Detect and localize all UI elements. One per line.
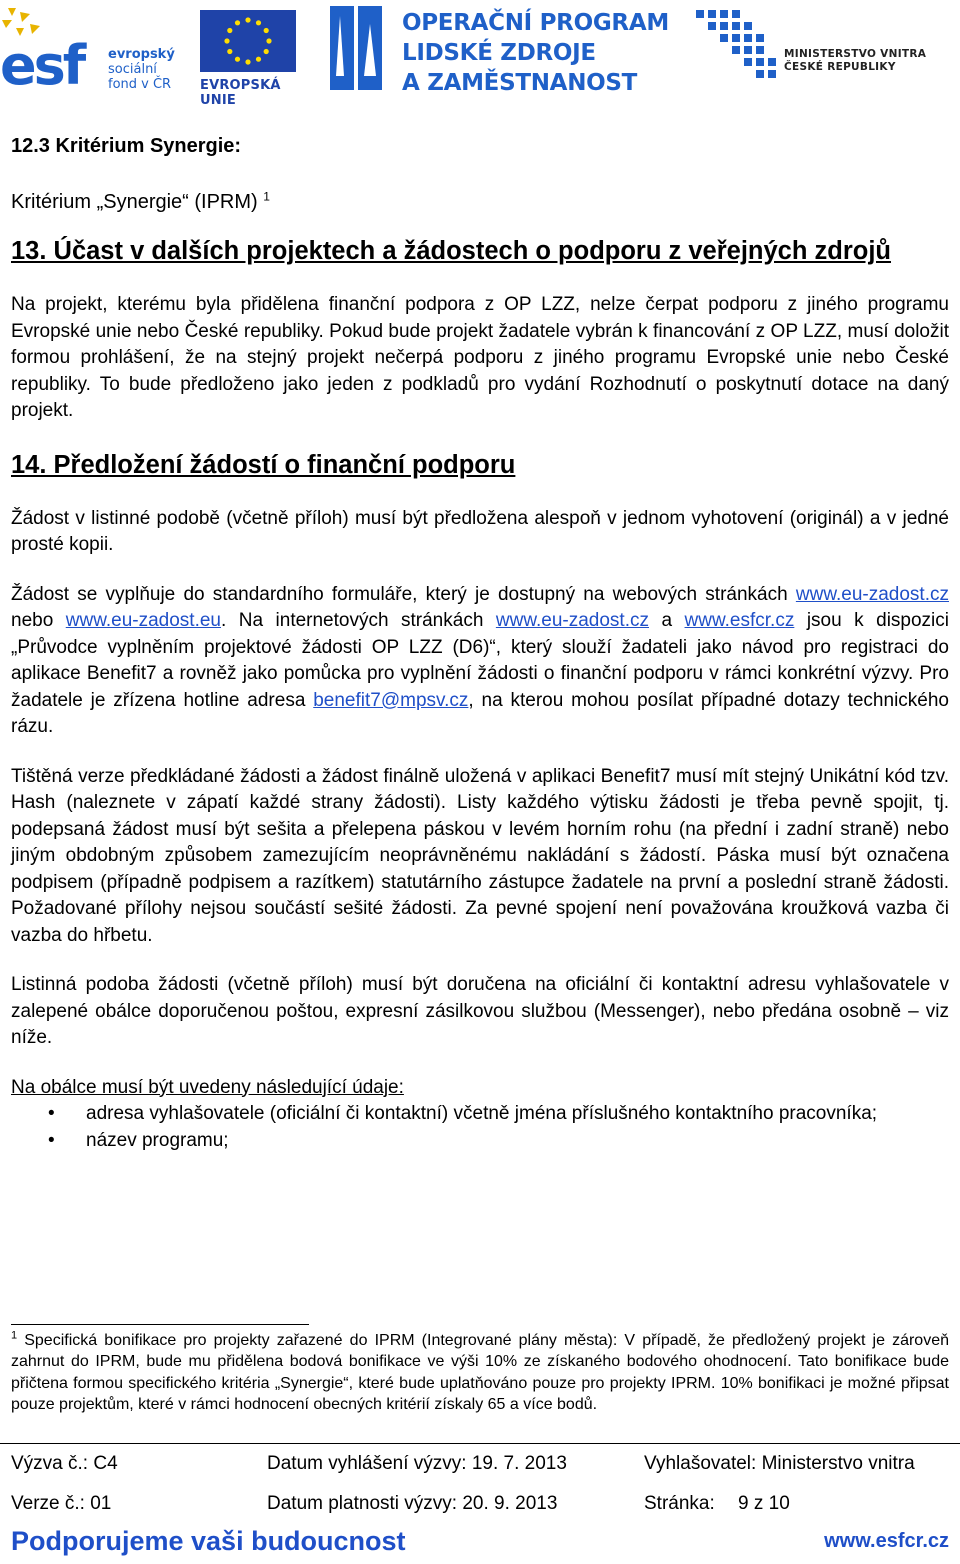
svg-text:fond v ČR: fond v ČR	[108, 77, 172, 92]
envelope-list	[11, 1101, 949, 1154]
footer-slogan-bar	[11, 1523, 949, 1559]
esf-logo-graphic	[0, 6, 190, 96]
footnote-divider	[11, 1324, 309, 1325]
op-title-line-3: A ZAMĚSTNANOST	[402, 70, 638, 96]
slogan: Podporujeme vaši budoucnost	[11, 1526, 406, 1556]
esfcr-link[interactable]: www.esfcr.cz	[684, 610, 795, 631]
call-number: Výzva č.: C4	[11, 1453, 118, 1474]
footnote-ref[interactable]: 1	[263, 189, 270, 204]
announcement-date: Datum vyhlášení výzvy: 19. 7. 2013	[267, 1453, 567, 1474]
page-label: Stránka:	[644, 1493, 715, 1514]
list-item: • název programu;	[11, 1128, 949, 1155]
footer-row-1	[11, 1450, 951, 1490]
section-14-heading: 14. Předložení žádostí o finanční podporu	[11, 450, 516, 479]
ministry-logo	[692, 6, 952, 96]
version-number: Verze č.: 01	[11, 1493, 112, 1514]
eu-zadost-cz-link-2[interactable]: www.eu-zadost.cz	[495, 610, 649, 631]
op-title-line-1: OPERAČNÍ PROGRAM	[402, 10, 669, 36]
section-14-paragraph-3: Tištěná verze předkládané žádosti a žádost finálně uložená v aplikaci Benefit7 musí mít stejný Unikátní kód tzv. Hash (naleznete v zápatí každé strany žádosti). Listy každého výtisku žádosti je třeba pevně spojit, tj. podepsaná žádost musí být sešita a přelepena páskou v levém horním rohu (na přední i zadní straně) nebo jiným obdobným způsobem zamezujícím neoprávněnému nakládání s žádostí. Páska musí být označena podpisem (případně podpisem a razítkem) statutárního zástupce žadatele na první a poslední straně žádosti. Požadované přílohy nejsou součástí sešité žádosti. Za pevné spojení není považována kroužková vazba či vazba do hřbetu.	[11, 765, 949, 946]
header-logos	[0, 0, 960, 108]
svg-text:evropský: evropský	[108, 47, 175, 62]
footer-divider	[0, 1443, 960, 1444]
eu-zadost-eu-link[interactable]: www.eu-zadost.eu	[65, 610, 221, 631]
bullet-icon: •	[48, 1129, 55, 1151]
section-13-paragraph: Na projekt, kterému byla přidělena finanční podpora z OP LZZ, nelze čerpat podporu z jiného programu Evropské unie nebo České republiky. Pokud bude projekt žadatele vybrán k financování z OP LZZ, musí doložit formou prohlášení, že na stejný projekt nečerpá podporu z jiného programu Evropské unie nebo České republiky. To bude předloženo jako jeden z podkladů pro vydání Rozhodnutí o poskytnutí dotace na daný projekt.	[11, 294, 949, 421]
eu-flag-icon	[200, 10, 296, 72]
esf-logo	[0, 6, 190, 96]
document-body	[11, 133, 949, 1154]
footer-website-link[interactable]: www.esfcr.cz	[824, 1530, 949, 1552]
section-14-paragraph-1: Žádost v listinné podobě (včetně příloh) musí být předložena alespoň v jednom vyhotovení (originál) a v jedné prosté kopii.	[11, 507, 949, 555]
svg-text:sociální: sociální	[108, 62, 157, 77]
envelope-heading: Na obálce musí být uvedeny následující údaje:	[11, 1076, 404, 1098]
ministry-emblem-icon	[692, 6, 782, 86]
eu-caption: EVROPSKÁ UNIE	[200, 78, 281, 108]
list-item: • adresa vyhlašovatele (oficiální či kontaktní) včetně jména příslušného kontaktního pracovníka;	[11, 1101, 949, 1128]
section-14-paragraph-4: Listinná podoba žádosti (včetně příloh) musí být doručena na oficiální či kontaktní adresu vyhlašovatele v zalepené obálce doporučenou poštou, expresní zásilkovou službou (Messenger), nebo předána osobně – viz níže.	[11, 974, 949, 1048]
eu-zadost-cz-link[interactable]: www.eu-zadost.cz	[795, 583, 949, 605]
ministry-name: MINISTERSTVO VNITRA ČESKÉ REPUBLIKY	[784, 48, 927, 73]
svg-text:esf: esf	[0, 34, 84, 96]
op-lzz-logo	[330, 6, 670, 96]
hotline-email-link[interactable]: benefit7@mpsv.cz	[313, 689, 469, 711]
section-12-3-heading: 12.3 Kritérium Synergie:	[11, 135, 242, 157]
criterion-line: Kritérium „Synergie“ (IPRM) $^1$	[11, 189, 270, 213]
page-footer	[11, 1450, 951, 1530]
bullet-icon: •	[48, 1103, 55, 1124]
announcer: Vyhlašovatel: Ministerstvo vnitra	[644, 1453, 915, 1474]
op-lzz-emblem-icon	[330, 6, 396, 96]
op-title-line-2: LIDSKÉ ZDROJE	[402, 40, 596, 66]
validity-date: Datum platnosti výzvy: 20. 9. 2013	[267, 1493, 558, 1514]
page-number: 9 z 10	[738, 1493, 790, 1514]
eu-logo	[198, 6, 302, 108]
footnote: $^1$ Specifická bonifikace pro projekty zařazené do IPRM (Integrované plány města): V případě, že předložený projekt je zároveň zahrnut do IPRM, bude mu přidělena bodová bonifikace ve výši 10% ze získaného bodového ohodnocení. Tato bonifikace bude přičtena formou specifického kritéria „Synergie“, které bude uplatňováno pouze pro projekty IPRM. 10% bonifikaci je možné připsat pouze projektům, které v rámci hodnocení obecných kritérií získaly 65 a více bodů.	[11, 1329, 949, 1413]
section-13-heading: 13. Účast v dalších projektech a žádostech o podporu z veřejných zdrojů	[11, 237, 891, 265]
section-14-paragraph-2: Žádost se vyplňuje do standardního formuláře, který je dostupný na webových stránkách www.eu-zadost.cz nebo www.eu-zadost.eu. Na internetových stránkách www.eu-zadost.cz a www.esfcr.cz jsou k dispozici „Průvodce vyplněním projektové žádosti OP LZZ (D6)“, který slouží žadateli jako návod pro registraci do aplikace Benefit7 a rovněž jako pomůcka pro vyplnění žádosti o finanční podporu v rámci konkrétní výzvy. Pro žadatele je zřízena hotline adresa benefit7@mpsv.cz, na kterou mohou posílat případné dotazy technického rázu.	[11, 583, 949, 737]
